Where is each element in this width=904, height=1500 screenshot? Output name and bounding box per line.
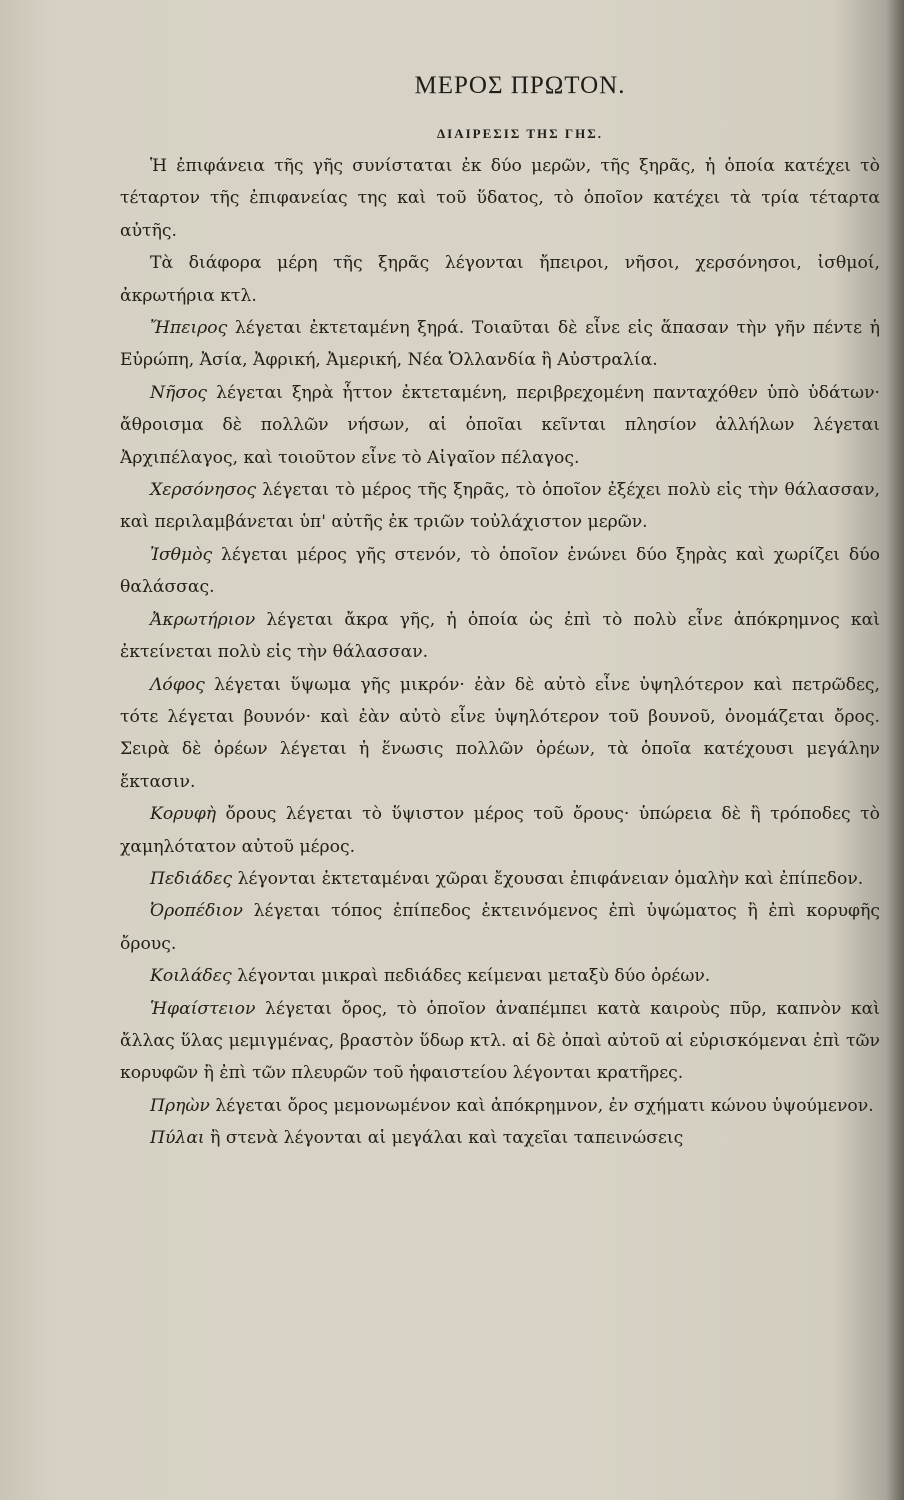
term: Κοιλάδες	[150, 966, 232, 987]
term: Πύλαι	[150, 1128, 205, 1149]
paragraph-text: ἢ στενὰ λέγονται αἱ μεγάλαι καὶ ταχεῖαι ταπεινώσεις	[204, 1128, 684, 1149]
paragraph	[120, 604, 880, 669]
term: Πεδιάδες	[150, 868, 233, 889]
page-edge-shadow	[886, 0, 904, 1500]
paragraph	[120, 993, 880, 1090]
term: Κορυφὴ	[150, 804, 217, 825]
term: Ἀκρωτήριον	[150, 609, 256, 630]
paragraph	[120, 895, 880, 960]
paragraph	[120, 863, 880, 895]
paragraph	[120, 798, 880, 863]
term: Λόφος	[150, 674, 205, 695]
paragraph-text: λέγεται ἐκτεταμένη ξηρά. Τοιαῦται δὲ εἶνε εἰς ἅπασαν τὴν γῆν πέντε ἡ Εὐρώπη, Ἀσία, Ἀφρική, Ἀμερική, Νέα Ὁλλανδία ἢ Αὐστραλία.	[120, 318, 880, 371]
term: Ὀροπέδιον	[150, 901, 243, 922]
paragraph	[120, 539, 880, 604]
paragraph-text: λέγονται ἐκτεταμέναι χῶραι ἔχουσαι ἐπιφάνειαν ὁμαλὴν καὶ ἐπίπεδον.	[232, 868, 864, 889]
body-text	[120, 150, 880, 1155]
term: Ἰσθμὸς	[150, 544, 213, 565]
paragraph-text: λέγονται μικραὶ πεδιάδες κείμεναι μεταξὺ δύο ὀρέων.	[231, 966, 711, 987]
paragraph-text: λέγεται ὄρος, τὸ ὁποῖον ἀναπέμπει κατὰ καιροὺς πῦρ, καπνὸν καὶ ἄλλας ὕλας μεμιγμένας, βραστὸν ὕδωρ κτλ. αἱ δὲ ὀπαὶ αὐτοῦ αἱ εὑρισκόμεναι ἐπὶ τῶν κορυφῶν ἢ ἐπὶ τῶν πλευρῶν τοῦ ἡφαιστείου λέγονται κρατῆρες.	[120, 998, 880, 1084]
term: Ἡφαίστειον	[150, 998, 256, 1019]
term: Νῆσος	[150, 382, 208, 403]
term: Ἤπειρος	[150, 318, 228, 339]
paragraph-text: ὄρους λέγεται τὸ ὕψιστον μέρος τοῦ ὄρους· ὑπώρεια δὲ ἢ τρόποδες τὸ χαμηλότατον αὐτοῦ μέρος.	[120, 804, 880, 857]
paragraph	[120, 150, 880, 247]
section-heading: ΔΙΑΙΡΕΣΙΣ ΤΗΣ ΓΗΣ.	[436, 126, 603, 141]
paragraph-text: λέγεται ὄρος μεμονωμένον καὶ ἀπόκρημνον, ἐν σχήματι κώνου ὑψούμενον.	[209, 1095, 874, 1116]
paragraph	[120, 474, 880, 539]
paragraph-text: λέγεται μέρος γῆς στενόν, τὸ ὁποῖον ἑνώνει δύο ξηρὰς καὶ χωρίζει δύο θαλάσσας.	[120, 544, 880, 598]
paragraph	[120, 669, 880, 799]
paragraph	[120, 247, 880, 312]
term: Πρηὼν	[150, 1095, 210, 1116]
paragraph	[120, 1090, 880, 1122]
paragraph-text: λέγεται ξηρὰ ἧττον ἐκτεταμένη, περιβρεχομένη πανταχόθεν ὑπὸ ὑδάτων· ἄθροισμα δὲ πολλῶν νήσων, αἱ ὁποῖαι κεῖνται πλησίον ἀλλήλων λέγεται Ἀρχιπέλαγος, καὶ τοιοῦτον εἶνε τὸ Αἰγαῖον πέλαγος.	[120, 382, 880, 468]
paragraph-text: Τὰ διάφορα μέρη τῆς ξηρᾶς λέγονται ἤπειροι, νῆσοι, χερσόνησοι, ἰσθμοί, ἀκρωτήρια κτλ.	[120, 253, 880, 306]
term: Χερσόνησος	[150, 480, 257, 501]
paragraph	[120, 377, 880, 474]
paragraph-text: λέγεται ὕψωμα γῆς μικρόν· ἐὰν δὲ αὐτὸ εἶνε ὑψηλότερον καὶ πετρῶδες, τότε λέγεται βουνόν· καὶ ἐὰν αὐτὸ εἶνε ὑψηλότερον τοῦ βουνοῦ, ὀνομάζεται ὄρος. Σειρὰ δὲ ὀρέων λέγεται ἡ ἕνωσις πολλῶν ὀρέων, τὰ ὁποῖα κατέχουσι μεγάλην ἔκτασιν.	[120, 674, 880, 792]
paragraph	[120, 1122, 880, 1154]
paragraph	[120, 312, 880, 377]
paragraph	[120, 960, 880, 992]
part-heading: ΜΕΡΟΣ ΠΡΩΤΟΝ.	[414, 72, 626, 99]
paragraph-text: λέγεται ἄκρα γῆς, ἡ ὁποία ὡς ἐπὶ τὸ πολὺ εἶνε ἀπόκρημνος καὶ ἐκτείνεται πολὺ εἰς τὴν θάλασσαν.	[120, 609, 880, 663]
paragraph-text: Ἡ ἐπιφάνεια τῆς γῆς συνίσταται ἐκ δύο μερῶν, τῆς ξηρᾶς, ἡ ὁποία κατέχει τὸ τέταρτον τῆς ἐπιφανείας της καὶ τοῦ ὕδατος, τὸ ὁποῖον κατέχει τὰ τρία τέταρτα αὐτῆς.	[120, 156, 880, 241]
paragraph-text: λέγεται τόπος ἐπίπεδος ἐκτεινόμενος ἐπὶ ὑψώματος ἢ ἐπὶ κορυφῆς ὄρους.	[120, 901, 880, 954]
paragraph-text: λέγεται τὸ μέρος τῆς ξηρᾶς, τὸ ὁποῖον ἐξέχει πολὺ εἰς τὴν θάλασσαν, καὶ περιλαμβάνεται ὑπ' αὐτῆς ἐκ τριῶν τοὐλάχιστον μερῶν.	[120, 480, 880, 533]
